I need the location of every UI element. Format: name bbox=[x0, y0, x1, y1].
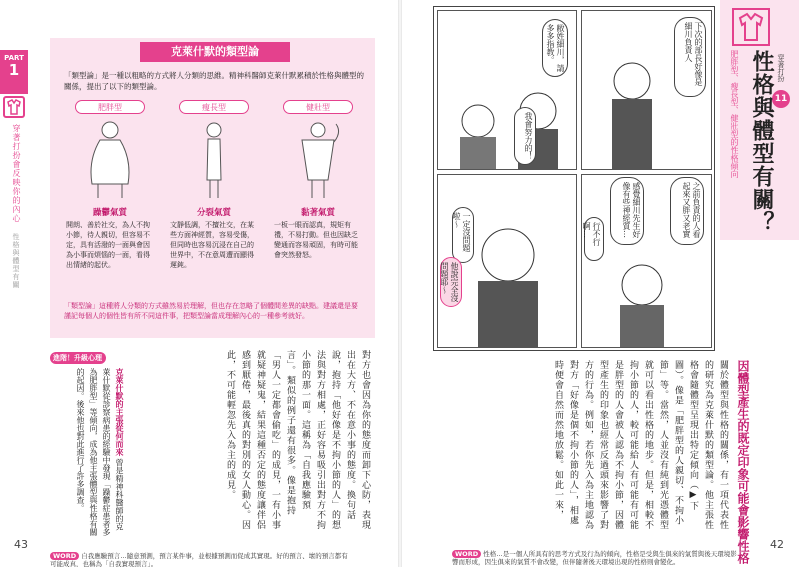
type-description: 文靜低調，不擅社交，在某些方面神經質，容易受傷，但同時也容易沉浸在自己的世界中，不在意周遭而顯得遲鈍。 bbox=[170, 221, 254, 269]
type-label: 健壯型 bbox=[283, 100, 353, 114]
type-quality: 躁鬱氣質 bbox=[92, 208, 127, 218]
advanced-box bbox=[52, 368, 126, 538]
speech-bubble: 我會努力的！ bbox=[514, 107, 536, 165]
page-subtitle: 肥胖型、瘦長型、健壯型的性格傾向 bbox=[730, 50, 739, 178]
shirt-icon bbox=[3, 96, 25, 118]
left-footer bbox=[50, 552, 350, 567]
slim-body-figure bbox=[188, 120, 240, 200]
type-slim bbox=[168, 96, 260, 291]
left-footer-text: 自我應驗預言…隨意預測，預言某件事，並根據預測而促成其實現。好的預言、壞的預言都有可能成真，也稱為「自我實現預言」。 bbox=[50, 552, 348, 567]
advanced-title: 克萊什默的主張從何而來 bbox=[115, 368, 124, 456]
left-page-number: 43 bbox=[14, 538, 28, 551]
part-tab bbox=[0, 50, 28, 94]
advanced-label: 進階！升級心理學 bbox=[50, 352, 106, 364]
part-number: 1 bbox=[8, 61, 20, 79]
panel-title: 克萊什默的類型論 bbox=[140, 42, 290, 62]
panel-note: 「類型論」這種將人分類的方式雖然易於理解，但也存在忽略了個體間差異的缺點。建議還是要謹記每個人的個性皆有所不同這件事，把類型論當成理解內心的一種參考就好。 bbox=[64, 302, 358, 320]
left-body-text: 對方也會因為你的態度而卸下心防，表現出在大方、不在意小事的態度。換句話說，抱持「他好像是不拘小節的人」的想法與對方相處，正好容易吸引出對方不拘小節的那一面。這稱為「自我應驗預言」。類似的例子還有很多。像是抱持「男人一定都會偷吃」的成見，一有小事就疑神疑鬼，結果這種否定的態度讓伴侶感到厭倦，最後真的對別的女人動心。因此，不可能輕忽先入為主的成見。 bbox=[225, 350, 370, 530]
side-chapter-title bbox=[6, 124, 22, 289]
obese-body-figure bbox=[84, 120, 136, 200]
type-quality: 分裂氣質 bbox=[196, 208, 231, 218]
section-title: 因體型產生的既定印象可能會影響性格 bbox=[736, 360, 750, 564]
type-quality: 黏著氣質 bbox=[300, 208, 335, 218]
right-footer bbox=[452, 550, 742, 566]
speech-bubble: 感覺細川先生好像有些神經質… bbox=[610, 177, 644, 245]
speech-bubble: 一定沒問題啦～ bbox=[452, 207, 474, 263]
word-tag: WORD bbox=[50, 552, 79, 560]
type-description: 開朗、善於社交，為人不拘小節，待人親切，但容易不定，具有活潑的一面與會因為小事而煩惱的一面，看得出情緒的起伏。 bbox=[66, 221, 150, 269]
manga-comic bbox=[433, 6, 715, 351]
speech-bubble: 他說完全沒問題耶～ bbox=[440, 257, 462, 307]
type-label: 瘦長型 bbox=[179, 100, 249, 114]
right-body-text: 關於體型與性格的關係，有一項代表性的研究為克萊什默的類型論。他主張性格會隨體型呈現出特定傾向（▶下圖）。像是「肥胖型的人親切、不拘小節」等。當然，人並沒有純到光憑體型就可以看出性格的地步。但是，相較不拘小節的人，較可能給人有可能有可能是胖型的人會被人認為不拘小節，因體型產生的印象也經常反過頭來影響了對方的行為。例如，若你先入為主地認為對方「好像是個不拘小節的人」，相處時便會自然而然地放鬆。如此一來， bbox=[553, 360, 728, 530]
speech-bubble: 行不行啊… bbox=[584, 217, 604, 261]
type-obese bbox=[64, 96, 156, 291]
page-title: 性格與體型有關？ bbox=[749, 50, 774, 234]
side-subtitle: 性格與體型有關 bbox=[12, 232, 20, 289]
type-label: 肥胖型 bbox=[75, 100, 145, 114]
speech-bubble: 下次的部長好像是細川負責人 bbox=[674, 17, 706, 97]
part-label: PART bbox=[4, 54, 24, 62]
panel-description: 「類型論」是一種以粗略的方式將人分類的思維。精神科醫師克萊什默累積於性格與體型的關係，提出了以下的類型論。 bbox=[64, 71, 364, 91]
word-tag: WORD bbox=[452, 550, 481, 558]
right-page-number: 42 bbox=[770, 538, 784, 551]
type-muscular bbox=[272, 96, 364, 291]
chapter-number: 11 bbox=[772, 90, 790, 108]
speech-bubble: 之前負責的人看起來又胖又老實 bbox=[670, 177, 704, 245]
body-types bbox=[64, 96, 364, 291]
type-description: 一板一眼而認真，規矩有禮，不易打動。但也因缺乏變通而容易頑固，有時可能會突然發怒。 bbox=[274, 221, 358, 259]
advanced-text: 曾是精神科醫師的克萊什默從診察病患的經驗中發現「躁鬱症患者多為肥胖型」等傾向，成為他主張體型與性格有關的起因。後來他也對此進行了許多調查。 bbox=[76, 368, 124, 536]
right-footer-text: 性格…是一個人所具有的思考方式及行為的傾向，性格是受與生俱來的氣質與後天環境影響而形成，因生俱來的氣質不會改變，但伴隨著後天環境出現的性格則會變化。 bbox=[452, 550, 737, 566]
shirt-icon bbox=[732, 8, 770, 46]
speech-bubble: 敝姓細川，請多多指教。 bbox=[542, 19, 568, 77]
page-gutter bbox=[398, 0, 402, 567]
side-title: 穿著打扮會反映你的內心 bbox=[12, 124, 21, 223]
type-theory-panel bbox=[50, 38, 375, 338]
muscular-body-figure bbox=[292, 120, 344, 200]
chapter-tag: 穿著打扮 bbox=[777, 54, 785, 82]
